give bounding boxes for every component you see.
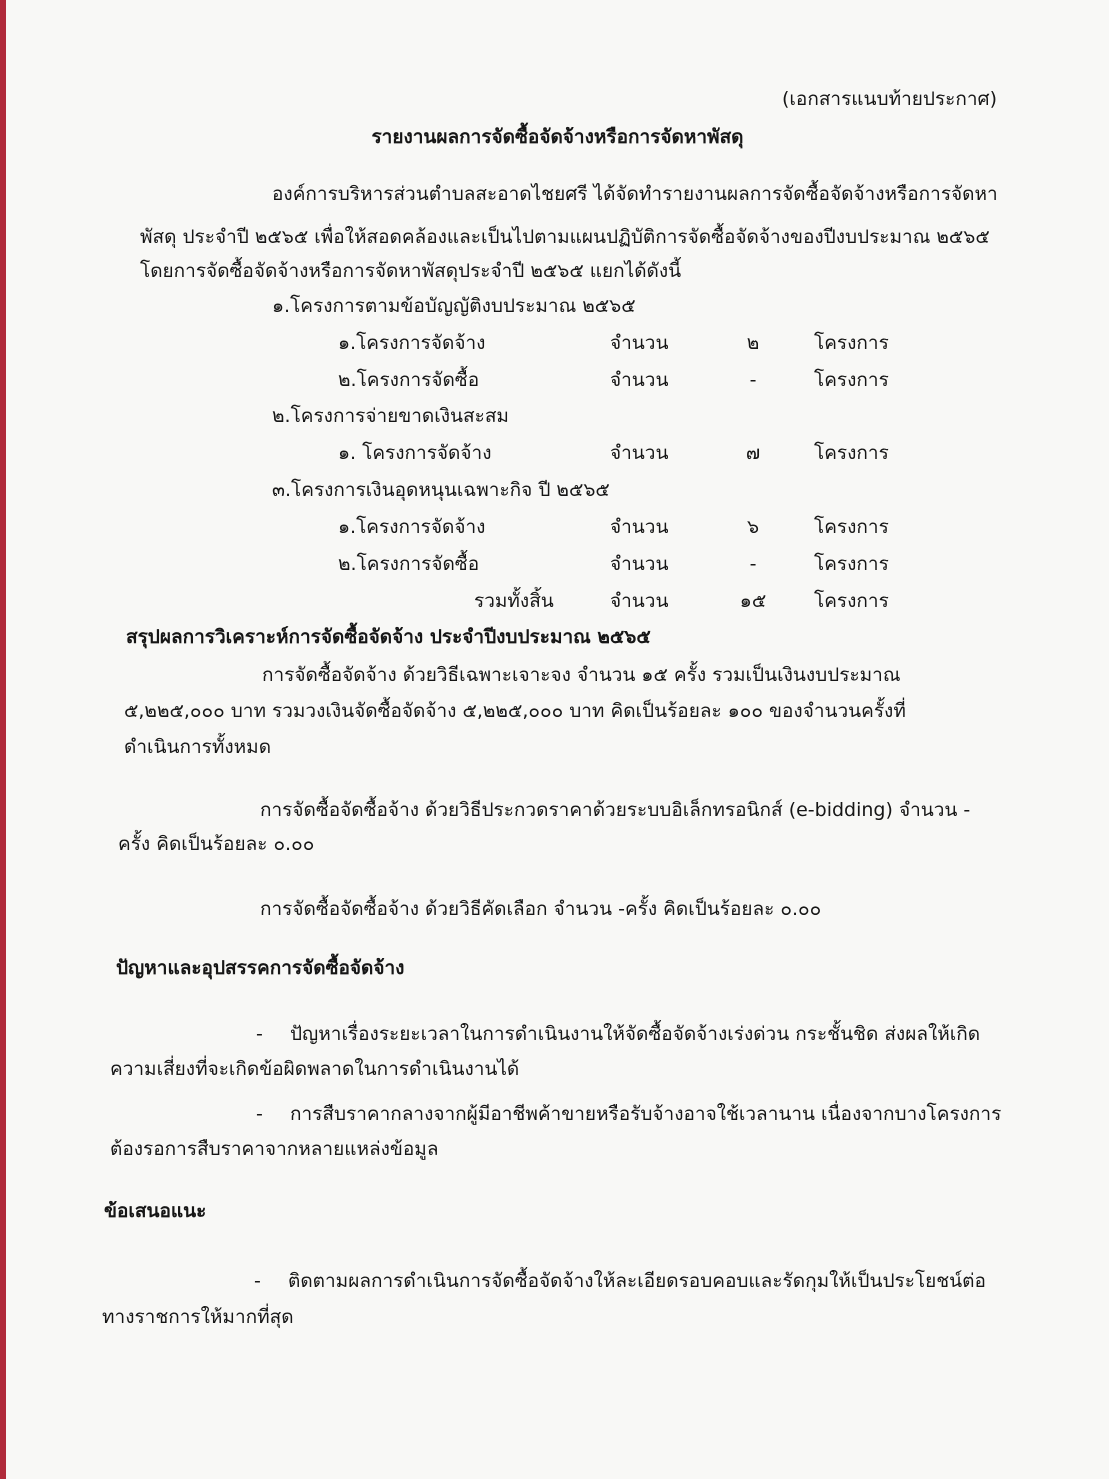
project-item-unit: โครงการ bbox=[814, 332, 889, 354]
problem-2-line-2: ต้องรอการสืบราคาจากหลายแหล่งข้อมูล bbox=[110, 1138, 439, 1160]
total-unit: โครงการ bbox=[814, 590, 889, 612]
project-group-heading: ๒.โครงการจ่ายขาดเงินสะสม bbox=[272, 405, 509, 427]
suggestion-1-line-1: ติดตามผลการดำเนินการจัดซื้อจัดจ้างให้ละเอียดรอบคอบและรัดกุมให้เป็นประโยชน์ต่อ bbox=[288, 1270, 986, 1292]
summary-heading: สรุปผลการวิเคราะห์การจัดซื้อจัดจ้าง ประจำปีงบประมาณ ๒๕๖๕ bbox=[126, 626, 651, 648]
project-item-qty: - bbox=[749, 553, 757, 575]
project-item-qty-label: จำนวน bbox=[610, 442, 669, 464]
intro-line-3: โดยการจัดซื้อจัดจ้างหรือการจัดหาพัสดุประจำปี ๒๕๖๕ แยกได้ดังนี้ bbox=[140, 260, 682, 282]
summary-p1-line-2: ๕,๒๒๕,๐๐๐ บาท รวมวงเงินจัดซื้อจัดจ้าง ๕,๒๒๕,๐๐๐ บาท คิดเป็นร้อยละ ๑๐๐ ของจำนวนครั้งที่ bbox=[124, 700, 906, 722]
summary-p2-line-2: ครั้ง คิดเป็นร้อยละ ๐.๐๐ bbox=[118, 833, 315, 855]
total-qty-label: จำนวน bbox=[610, 590, 669, 612]
bullet: - bbox=[256, 1103, 263, 1125]
summary-p3-line-1: การจัดซื้อจัดซื้อจ้าง ด้วยวิธีคัดเลือก จำนวน -ครั้ง คิดเป็นร้อยละ ๐.๐๐ bbox=[260, 898, 822, 920]
intro-line-2: พัสดุ ประจำปี ๒๕๖๕ เพื่อให้สอดคล้องและเป็นไปตามแผนปฏิบัติการจัดซื้อจัดจ้างของปีงบประมาณ ๒๕๖๕ bbox=[140, 226, 990, 248]
summary-p2-line-1: การจัดซื้อจัดซื้อจ้าง ด้วยวิธีประกวดราคาด้วยระบบอิเล็กทรอนิกส์ (e-bidding) จำนวน - bbox=[260, 799, 971, 821]
project-item-label: ๑.โครงการจัดจ้าง bbox=[338, 332, 486, 354]
project-item-unit: โครงการ bbox=[814, 516, 889, 538]
total-qty: ๑๕ bbox=[739, 590, 767, 612]
project-item-label: ๒.โครงการจัดซื้อ bbox=[338, 369, 480, 391]
suggestions-heading: ข้อเสนอแนะ bbox=[104, 1200, 207, 1222]
suggestion-1-line-2: ทางราชการให้มากที่สุด bbox=[102, 1306, 294, 1328]
attachment-note: (เอกสารแนบท้ายประกาศ) bbox=[782, 88, 998, 110]
project-item-qty-label: จำนวน bbox=[610, 369, 669, 391]
project-item-qty: ๖ bbox=[746, 516, 760, 538]
project-item-qty: ๗ bbox=[745, 442, 761, 464]
project-group-heading: ๑.โครงการตามข้อบัญญัติงบประมาณ ๒๕๖๕ bbox=[272, 295, 636, 317]
problem-2-line-1: การสืบราคากลางจากผู้มีอาชีพค้าขายหรือรับจ้างอาจใช้เวลานาน เนื่องจากบางโครงการ bbox=[290, 1103, 1002, 1125]
problem-1-line-1: ปัญหาเรื่องระยะเวลาในการดำเนินงานให้จัดซื้อจัดจ้างเร่งด่วน กระชั้นชิด ส่งผลให้เกิด bbox=[290, 1023, 981, 1045]
project-item-unit: โครงการ bbox=[814, 553, 889, 575]
project-group-heading: ๓.โครงการเงินอุดหนุนเฉพาะกิจ ปี ๒๕๖๕ bbox=[272, 479, 610, 501]
document-title: รายงานผลการจัดซื้อจัดจ้างหรือการจัดหาพัสดุ bbox=[371, 126, 744, 148]
project-item-label: ๑. โครงการจัดจ้าง bbox=[338, 442, 492, 464]
project-item-qty-label: จำนวน bbox=[610, 332, 669, 354]
summary-p1-line-3: ดำเนินการทั้งหมด bbox=[124, 736, 272, 758]
summary-p1-line-1: การจัดซื้อจัดจ้าง ด้วยวิธีเฉพาะเจาะจง จำนวน ๑๕ ครั้ง รวมเป็นเงินงบประมาณ bbox=[262, 664, 901, 686]
project-item-label: ๑.โครงการจัดจ้าง bbox=[338, 516, 486, 538]
bullet: - bbox=[254, 1270, 261, 1292]
project-item-unit: โครงการ bbox=[814, 442, 889, 464]
bullet: - bbox=[256, 1023, 263, 1045]
project-item-qty: ๒ bbox=[746, 332, 760, 354]
problems-heading: ปัญหาและอุปสรรคการจัดซื้อจัดจ้าง bbox=[116, 957, 405, 979]
project-item-unit: โครงการ bbox=[814, 369, 889, 391]
project-item-label: ๒.โครงการจัดซื้อ bbox=[338, 553, 480, 575]
project-item-qty-label: จำนวน bbox=[610, 553, 669, 575]
project-item-qty: - bbox=[749, 369, 757, 391]
document-page bbox=[6, 0, 1109, 1479]
problem-1-line-2: ความเสี่ยงที่จะเกิดข้อผิดพลาดในการดำเนินงานได้ bbox=[110, 1058, 520, 1080]
total-label: รวมทั้งสิ้น bbox=[474, 590, 554, 612]
intro-line-1: องค์การบริหารส่วนตำบลสะอาดไชยศรี ได้จัดทำรายงานผลการจัดซื้อจัดจ้างหรือการจัดหา bbox=[272, 183, 998, 205]
project-item-qty-label: จำนวน bbox=[610, 516, 669, 538]
